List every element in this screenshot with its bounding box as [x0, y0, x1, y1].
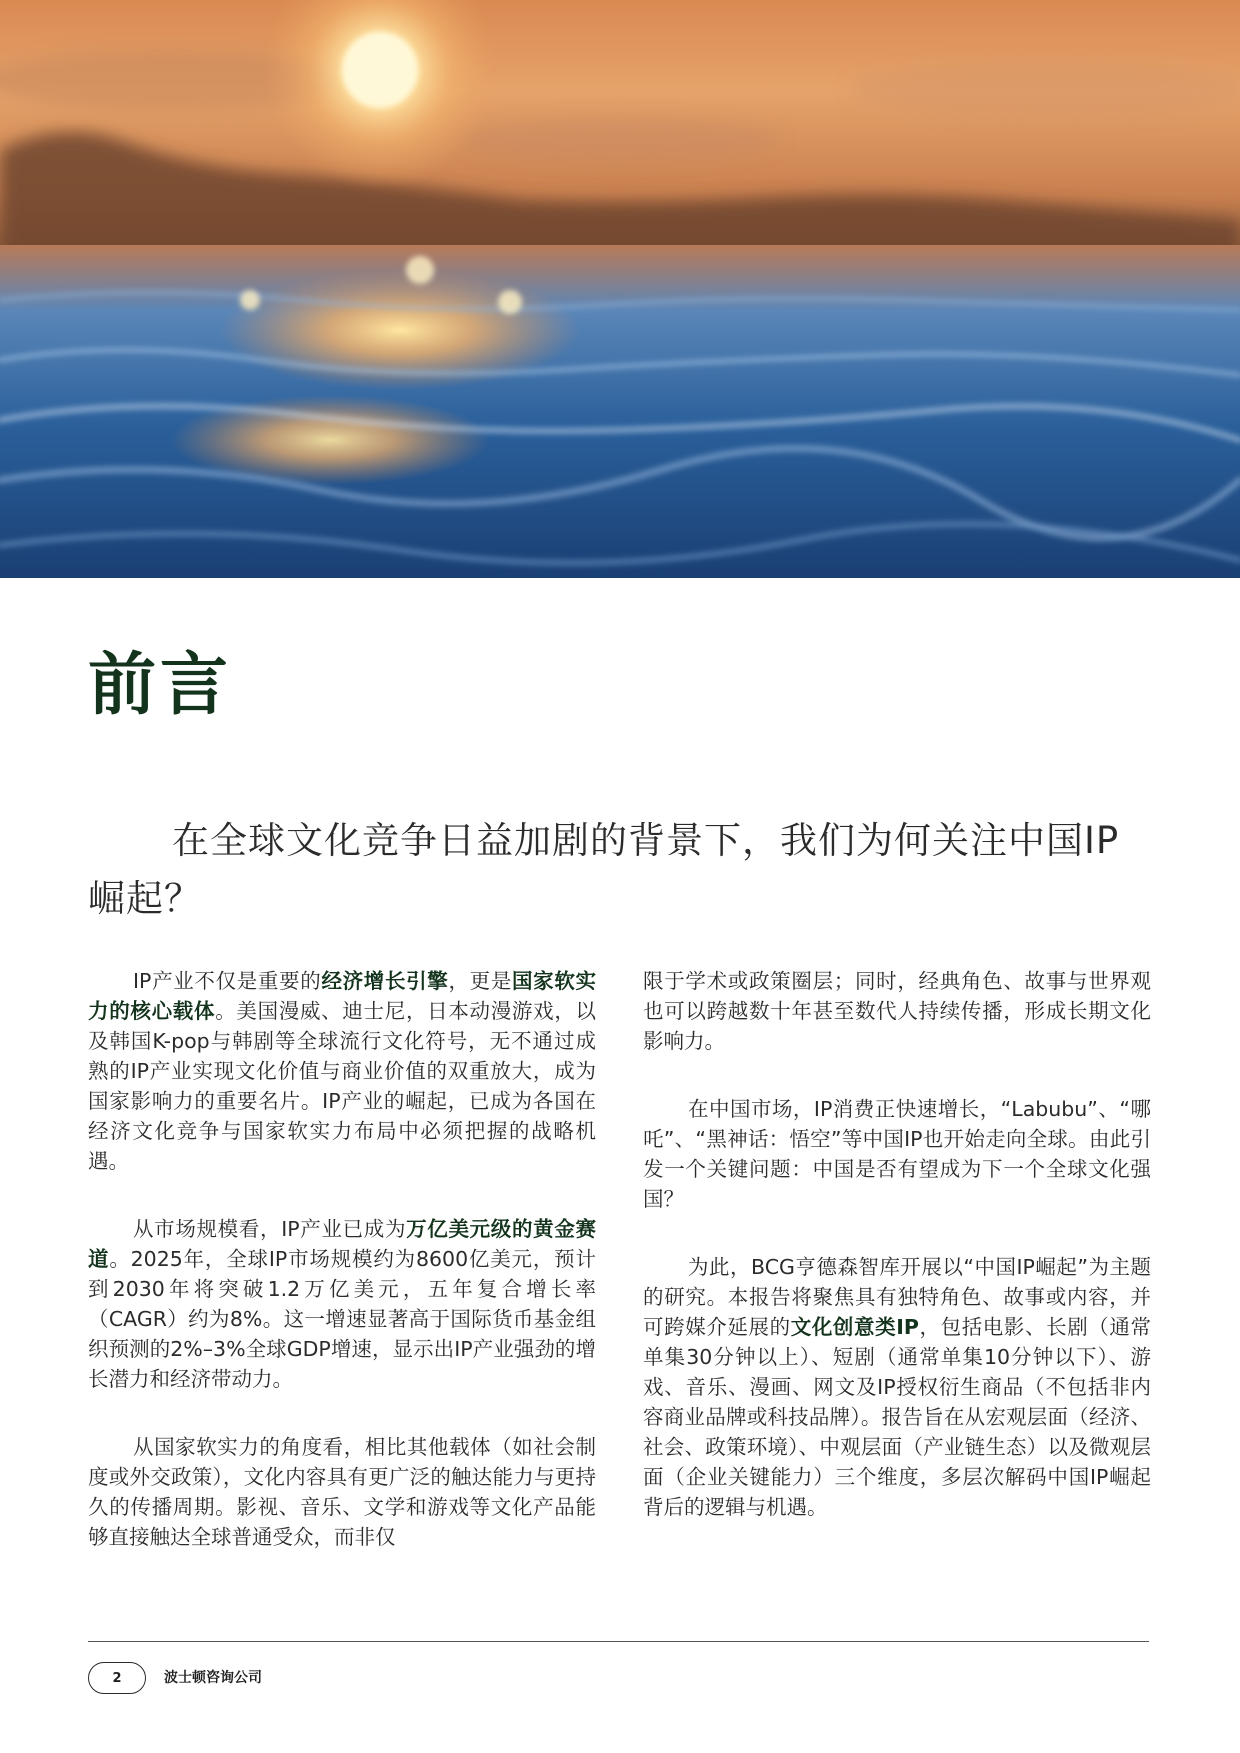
body-text: ，更是 [448, 969, 512, 993]
body-text: 从国家软实力的角度看，相比其他载体（如社会制度或外交政策），文化内容具有更广泛的触达能力与更持久的传播周期。影视、音乐、文学和游戏等文化产品能够直接触达全球普通受众，而非仅 [88, 1435, 596, 1549]
paragraph [643, 1094, 1151, 1214]
page-number: 2 [112, 1670, 122, 1686]
body-text: IP产业不仅是重要的 [133, 969, 322, 993]
body-text: 在中国市场，IP消费正快速增长，“Labubu”、“哪吒”、“黑神话：悟空”等中国IP也开始走向全球。由此引发一个关键问题：中国是否有望成为下一个全球文化强国？ [643, 1097, 1151, 1211]
paragraph [88, 1214, 596, 1394]
hero-image [0, 0, 1240, 578]
page-title: 前言 [88, 646, 233, 725]
body-text: 从市场规模看，IP产业已成为 [133, 1217, 407, 1241]
left-column [88, 966, 596, 1590]
paragraph [88, 1432, 596, 1552]
body-text: 限于学术或政策圈层；同时，经典角色、故事与世界观也可以跨越数十年甚至数代人持续传播，形成长期文化影响力。 [643, 969, 1151, 1053]
paragraph-continued [643, 966, 1151, 1056]
body-text: 。2025年，全球IP市场规模约为8600亿美元，预计到2030年将突破1.2万亿美元，五年复合增长率（CAGR）约为8%。这一增速显著高于国际货币基金组织预测的2%–3%全球GDP增速，显示出IP产业强劲的增长潜力和经济带动力。 [88, 1247, 596, 1391]
emphasis-text: 万亿美元级的黄金赛道 [88, 1217, 596, 1271]
emphasis-text: 文化创意类IP [790, 1315, 919, 1339]
emphasis-text: 国家软实力的核心载体 [88, 969, 597, 1023]
emphasis-text: 经济增长引擎 [321, 969, 449, 993]
body-text: ，包括电影、长剧（通常单集30分钟以上）、短剧（通常单集10分钟以下）、游戏、音乐、漫画、网文及IP授权衍生商品（不包括非内容商业品牌或科技品牌）。报告旨在从宏观层面（经济、社会、政策环境）、中观层面（产业链生态）以及微观层面（企业关键能力）三个维度，多层次解码中国IP崛起背后的逻辑与机遇。 [643, 1315, 1152, 1519]
paragraph [88, 966, 596, 1176]
company-name: 波士顿咨询公司 [164, 1670, 262, 1686]
right-column [643, 966, 1151, 1560]
page-number-badge [88, 1662, 146, 1694]
footer-divider [88, 1641, 1149, 1642]
body-text: 。美国漫威、迪士尼，日本动漫游戏，以及韩国K-pop与韩剧等全球流行文化符号，无不通过成熟的IP产业实现文化价值与商业价值的双重放大，成为国家影响力的重要名片。IP产业的崛起，已成为各国在经济文化竞争与国家软实力布局中必须把握的战略机遇。 [88, 999, 597, 1173]
page-subtitle: 在全球文化竞争日益加剧的背景下，我们为何关注中国IP崛起？ [88, 819, 1120, 920]
paragraph [643, 1252, 1151, 1522]
body-text: 为此，BCG亨德森智库开展以“中国IP崛起”为主题的研究。本报告将聚焦具有独特角色、故事或内容，并可跨媒介延展的 [643, 1255, 1151, 1339]
